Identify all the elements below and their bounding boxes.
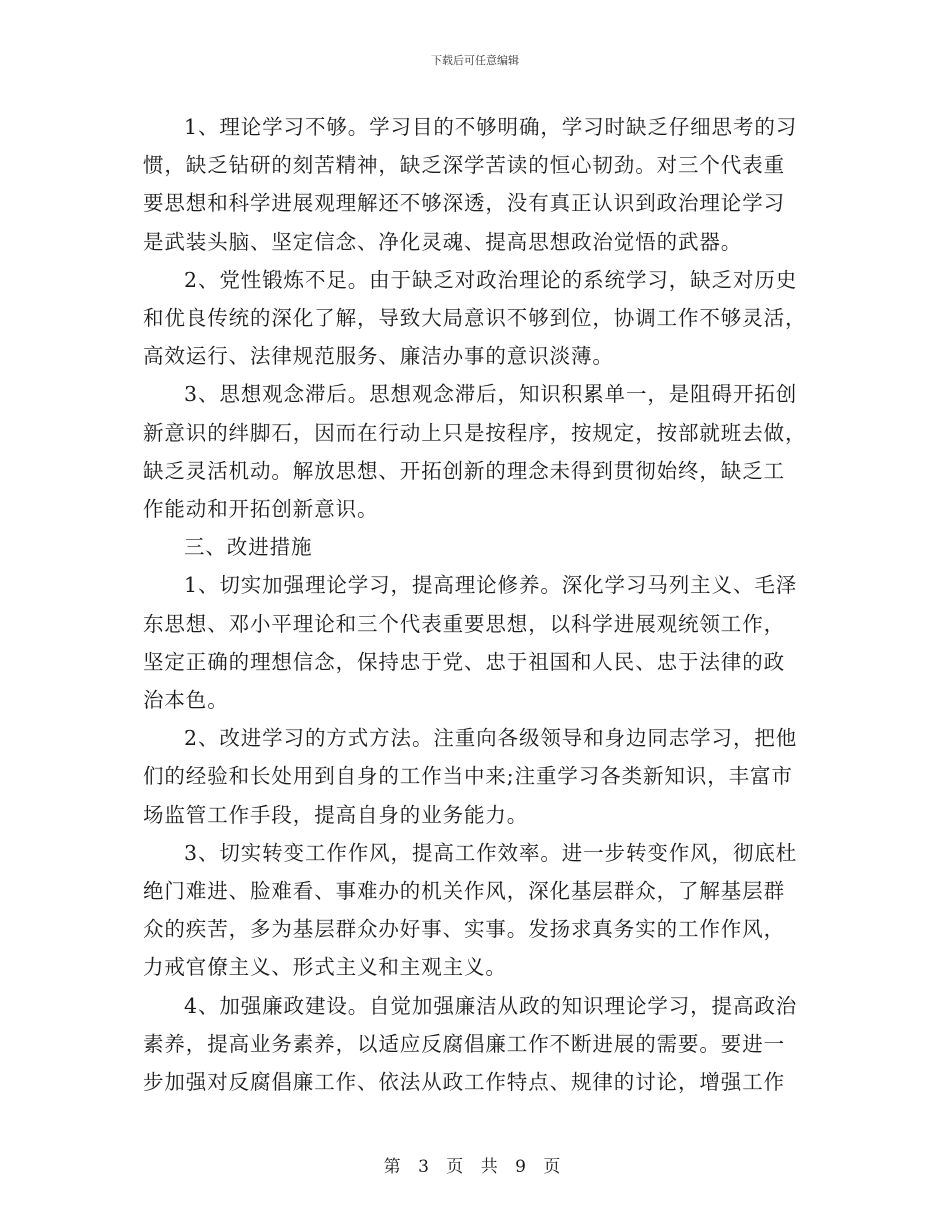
section-heading-improvements: [143, 528, 811, 566]
text-line: 2、党性锻炼不足。由于缺乏对政治理论的系统学习，缺乏对历史: [184, 267, 798, 292]
text-line: 2、改进学习的方式方法。注重向各级领导和身边同志学习，把他: [184, 726, 798, 751]
text-line: 步加强对反腐倡廉工作、依法从政工作特点、规律的讨论，增强工作: [143, 1070, 785, 1095]
page-header: 下载后可任意编辑: [431, 54, 519, 67]
text-line: 3、切实转变工作作风，提高工作效率。进一步转变作风，彻底杜: [184, 840, 798, 865]
paragraph-study-methods: [143, 719, 811, 834]
text-line: 缺乏灵活机动。解放思想、开拓创新的理念未得到贯彻始终，缺乏工: [143, 458, 785, 483]
text-line: 力戒官僚主义、形式主义和主观主义。: [143, 955, 507, 980]
text-line: 们的经验和长处用到自身的工作当中来;注重学习各类新知识，丰富市: [143, 764, 793, 789]
paragraph-strengthen-theory: [143, 566, 811, 719]
text-line: 惯，缺乏钻研的刻苦精神，缺乏深学苦读的恒心韧劲。对三个代表重: [143, 153, 785, 178]
text-line: 新意识的绊脚石，因而在行动上只是按程序，按规定，按部就班去做，: [143, 420, 807, 445]
text-line: 要思想和科学进展观理解还不够深透，没有真正认识到政治理论学习: [143, 191, 785, 216]
text-line: 是武装头脑、坚定信念、净化灵魂、提高思想政治觉悟的武器。: [143, 229, 743, 254]
paragraph-work-style: [143, 834, 811, 987]
text-line: 素养，提高业务素养，以适应反腐倡廉工作不断进展的需要。要进一: [143, 1031, 785, 1056]
paragraph-party-training: [143, 261, 811, 376]
text-line: 4、加强廉政建设。自觉加强廉洁从政的知识理论学习，提高政治: [184, 993, 798, 1018]
text-line: 3、思想观念滞后。思想观念滞后，知识积累单一，是阻碍开拓创: [184, 382, 798, 407]
text-line: 绝门难进、脸难看、事难办的机关作风，深化基层群众，了解基层群: [143, 879, 785, 904]
text-line: 和优良传统的深化了解，导致大局意识不够到位，协调工作不够灵活，: [143, 306, 807, 331]
text-line: 坚定正确的理想信念，保持忠于党、忠于祖国和人民、忠于法律的政: [143, 649, 785, 674]
page-number-footer: 第 3 页 共 9 页: [383, 1157, 567, 1177]
text-line: 治本色。: [143, 688, 229, 713]
text-line: 东思想、邓小平理论和三个代表重要思想，以科学进展观统领工作，: [143, 611, 785, 636]
text-line: 高效运行、法律规范服务、廉洁办事的意识淡薄。: [143, 344, 614, 369]
paragraph-integrity: [143, 987, 811, 1102]
paragraph-theory-study: [143, 108, 811, 261]
document-body: [143, 108, 811, 1101]
text-line: 作能动和开拓创新意识。: [143, 497, 379, 522]
text-line: 1、理论学习不够。学习目的不够明确，学习时缺乏仔细思考的习: [184, 115, 798, 139]
text-line: 1、切实加强理论学习，提高理论修养。深化学习马列主义、毛泽: [184, 573, 798, 598]
paragraph-thinking-lag: [143, 375, 811, 528]
text-line: 众的疾苦，多为基层群众办好事、实事。发扬求真务实的工作作风，: [143, 917, 785, 942]
text-line: 场监管工作手段，提高自身的业务能力。: [143, 802, 529, 827]
section-heading-text: 三、改进措施: [184, 535, 313, 560]
